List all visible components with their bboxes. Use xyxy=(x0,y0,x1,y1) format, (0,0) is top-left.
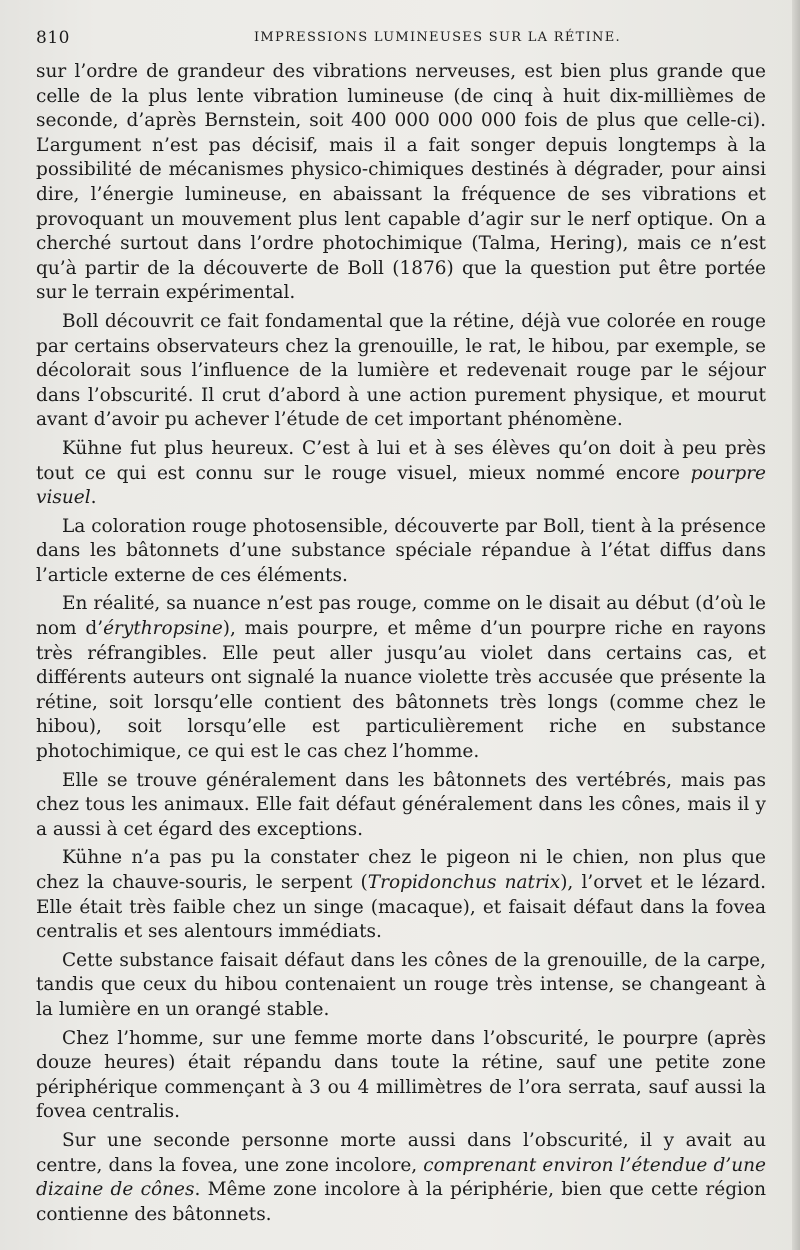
page-number: 810 xyxy=(36,28,70,48)
paragraph-7 xyxy=(36,846,766,944)
body-text xyxy=(36,60,766,1231)
text-run: Sur une seconde personne morte aussi dans l’obscurité, il y avait au centre, dans la fovea, une zone incolore, xyxy=(36,1129,766,1176)
text-run: Elle se trouve généralement dans les bâtonnets des vertébrés, mais pas chez tous les animaux. Elle fait défaut généralement dans les cônes, mais il y a aussi à cet égard des exceptions. xyxy=(36,769,766,840)
paragraph-1 xyxy=(36,60,766,306)
italic-text: Tropidonchus natrix xyxy=(367,872,561,893)
text-run: Chez l’homme, sur une femme morte dans l’obscurité, le pourpre (après douze heures) était répandu dans toute la rétine, sauf une petite zone périphérique commençant à 3 ou 4 millimètres de l’ora serrata, sauf aussi la fovea centralis. xyxy=(36,1027,766,1123)
paragraph-9 xyxy=(36,1027,766,1125)
paragraph-8 xyxy=(36,949,766,1023)
text-run: Boll découvrit ce fait fondamental que la rétine, déjà vue colorée en rouge par certains observateurs chez la grenouille, le rat, le hibou, par exemple, se décolorait sous l’influence de la lumière et redevenait rouge par le séjour dans l’obscurité. Il crut d’abord à une action purement physique, et mourut avant d’avoir pu achever l’étude de cet important phénomène. xyxy=(36,310,766,431)
italic-text: érythropsine xyxy=(103,618,223,640)
running-head: IMPRESSIONS LUMINEUSES SUR LA RÉTINE. xyxy=(254,30,621,45)
text-run: Kühne fut plus heureux. C’est à lui et à ses élèves qu’on doit à peu près tout ce qui est connu sur le rouge visuel, mieux nommé encore xyxy=(36,437,766,484)
page-edge xyxy=(792,0,800,1250)
text-run: . xyxy=(90,487,97,509)
paragraph-3 xyxy=(36,437,766,511)
text-run: La coloration rouge photosensible, découverte par Boll, tient à la présence dans les bâtonnets d’une substance spéciale répandue à l’état diffus dans l’article externe de ces éléments. xyxy=(36,515,766,586)
text-run: Cette substance faisait défaut dans les cônes de la grenouille, de la carpe, tandis que ceux du hibou contenaient un rouge très intense, se changeant à la lumière en un orangé stable. xyxy=(36,949,766,1020)
text-run: . Même zone incolore à la périphérie, bien que cette région contienne des bâtonnets. xyxy=(36,1179,767,1225)
italic-text: comprenant environ l’étendue d’une dizaine de cônes xyxy=(36,1154,766,1201)
italic-text: pourpre visuel xyxy=(36,462,766,509)
paragraph-5 xyxy=(36,592,766,764)
text-run: En réalité, sa nuance n’est pas rouge, comme on le disait au début (d’où le nom d’ xyxy=(36,593,766,640)
paragraph-2 xyxy=(36,310,766,433)
text-run: Kühne n’a pas pu la constater chez le pigeon ni le chien, non plus que chez la chauve-souris, le serpent ( xyxy=(36,847,766,893)
text-run: ), mais pourpre, et même d’un pourpre riche en rayons très réfrangibles. Elle peut aller jusqu’au violet dans certains cas, et différents auteurs ont signalé la nuance violette très accusée que présente la rétine, soit lorsqu’elle contient des bâtonnets très longs (comme chez le hibou), soit lorsqu’elle est particulièrement riche en substance photochimique, ce qui est le cas chez l’homme. xyxy=(36,618,766,763)
text-run: ), l’orvet et le lézard. Elle était très faible chez un singe (macaque), et faisait défaut dans la fovea centralis et ses alentours immédiats. xyxy=(36,872,766,943)
page-header xyxy=(36,28,770,54)
paragraph-10 xyxy=(36,1129,766,1227)
paragraph-4 xyxy=(36,515,766,589)
text-run: sur l’ordre de grandeur des vibrations nerveuses, est bien plus grande que celle de la plus lente vibration lumineuse (de cinq à huit dix-millièmes de seconde, d’après Bernstein, soit 400 000 000 000 fois de plus que celle-ci). L’argument n’est pas décisif, mais il a fait songer depuis longtemps à la possibilité de mécanismes physico-chimiques destinés à dégrader, pour ainsi dire, l’énergie lumineuse, en abaissant la fréquence de ses vibrations et provoquant un mouvement plus lent capable d’agir sur le nerf optique. On a cherché surtout dans l’ordre photochimique (Talma, Hering), mais ce n’est qu’à partir de la découverte de Boll (1876) que la question put être portée sur le terrain expérimental. xyxy=(36,61,766,304)
paragraph-6 xyxy=(36,769,766,843)
